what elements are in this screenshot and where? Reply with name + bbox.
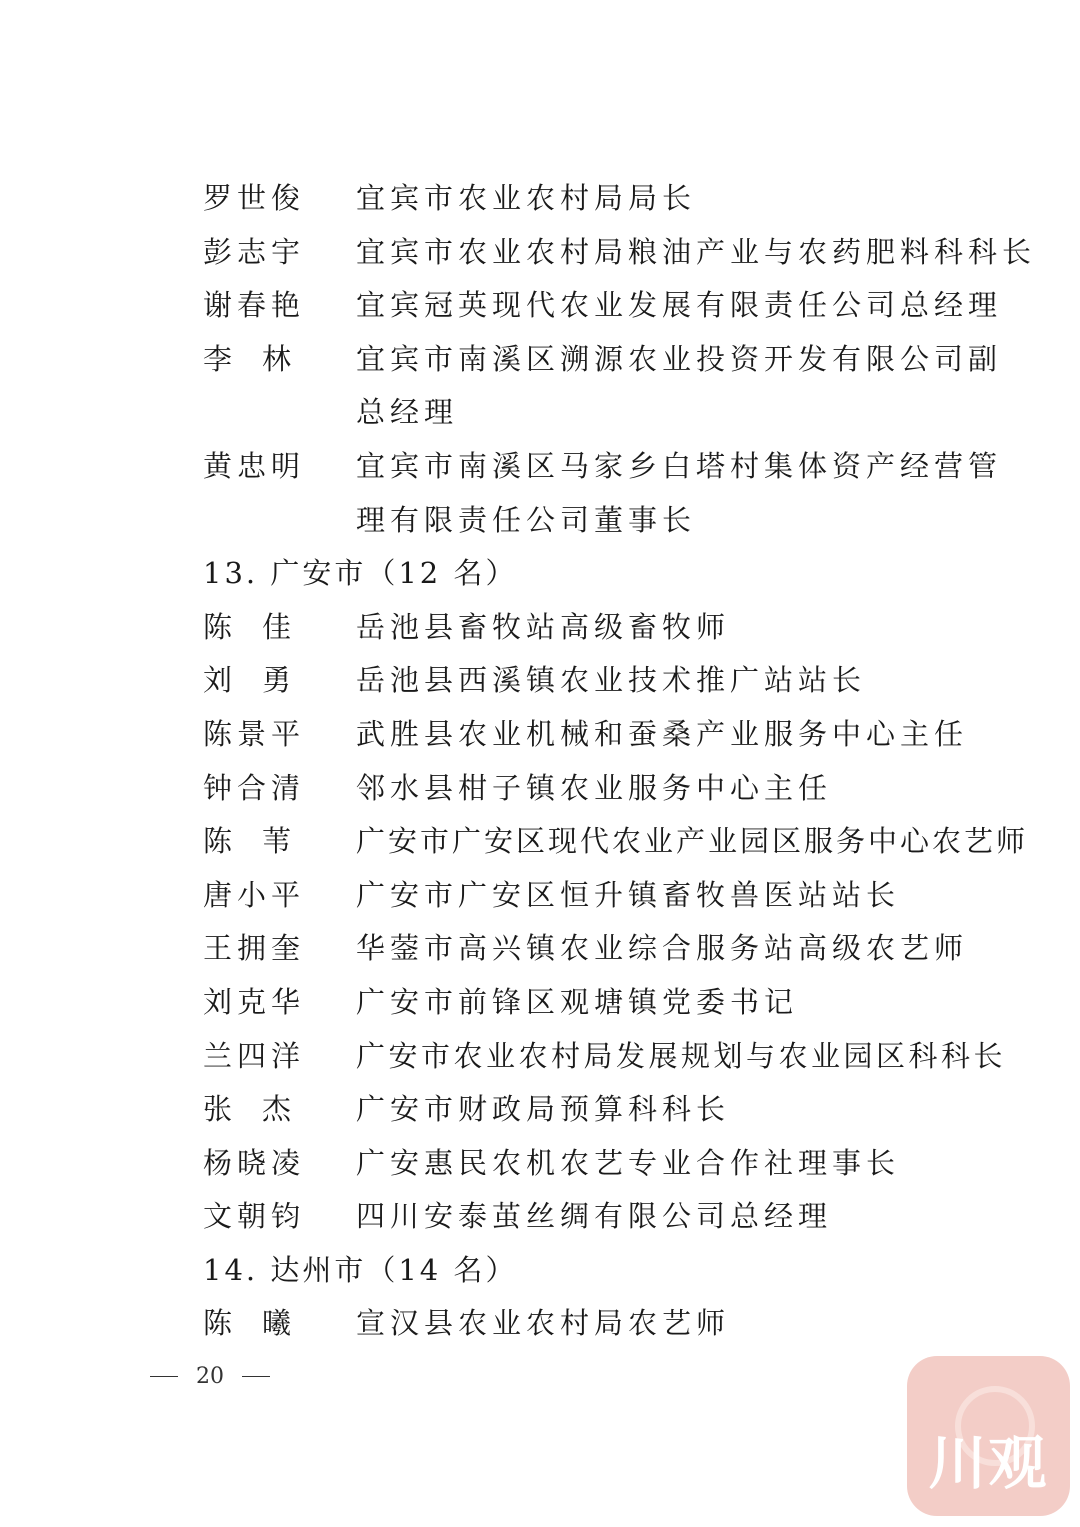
person-title: 武胜县农业机械和蚕桑产业服务中心主任 (356, 716, 969, 751)
list-item (203, 226, 1037, 280)
list-item (203, 601, 963, 655)
watermark-text: 川观 (928, 1429, 1049, 1497)
person-name: 陈景平 (203, 716, 306, 751)
person-title: 广安惠民农机农艺专业合作社理事长 (356, 1145, 901, 1180)
person-title: 宜宾市农业农村局粮油产业与农药肥料科科长 (356, 234, 1037, 269)
list-item (203, 976, 963, 1030)
page-footer (150, 1364, 270, 1389)
list-item (203, 279, 1003, 333)
person-name: 陈曦 (203, 1306, 322, 1341)
person-title: 宜宾市南溪区马家乡白塔村集体资产经营管 (356, 448, 1003, 483)
list-item-continuation (203, 386, 963, 440)
footer-dash-right (242, 1376, 270, 1378)
person-title: 宣汉县农业农村局农艺师 (356, 1306, 731, 1341)
person-title: 岳池县畜牧站高级畜牧师 (356, 609, 731, 644)
person-title: 邻水县柑子镇农业服务中心主任 (356, 770, 833, 805)
person-title: 广安市前锋区观塘镇党委书记 (356, 984, 799, 1019)
person-title: 广安市广安区恒升镇畜牧兽医站站长 (356, 877, 901, 912)
list-item (203, 1297, 963, 1351)
list-item (203, 922, 969, 976)
section-heading-text: 14. 达州市（14 名） (203, 1252, 518, 1287)
person-title: 宜宾冠英现代农业发展有限责任公司总经理 (356, 288, 1003, 323)
section-heading (203, 547, 963, 601)
list-item (203, 172, 963, 226)
list-item (203, 1190, 963, 1244)
person-name: 张杰 (203, 1092, 322, 1127)
list-item-continuation (203, 494, 963, 548)
person-name: 罗世俊 (203, 181, 306, 215)
person-title: 四川安泰茧丝绸有限公司总经理 (356, 1199, 833, 1234)
person-name: 王拥奎 (203, 931, 306, 966)
person-title: 岳池县西溪镇农业技术推广站站长 (356, 663, 867, 698)
list-item (203, 869, 963, 923)
person-name: 杨晓凌 (203, 1145, 306, 1180)
person-name: 文朝钧 (203, 1199, 306, 1234)
person-name: 谢春艳 (203, 288, 306, 323)
person-name: 陈佳 (203, 609, 322, 644)
person-name: 兰四洋 (203, 1038, 306, 1073)
footer-dash-left (150, 1376, 178, 1378)
list-item (203, 1030, 1007, 1084)
person-name: 钟合清 (203, 770, 306, 805)
list-item (203, 1083, 963, 1137)
list-item (203, 333, 1003, 387)
person-title: 广安市广安区现代农业产业园区服务中心农艺师 (356, 824, 1029, 859)
section-heading (203, 1244, 963, 1298)
person-title: 广安市财政局预算科科长 (356, 1092, 731, 1127)
person-title: 宜宾市南溪区溯源农业投资开发有限公司副 (356, 341, 1003, 376)
list-item (203, 440, 1003, 494)
person-name: 李林 (203, 341, 322, 376)
person-title: 广安市农业农村局发展规划与农业园区科科长 (356, 1038, 1007, 1073)
person-name: 黄忠明 (203, 448, 306, 483)
list-item (203, 762, 963, 816)
page-number: 20 (196, 1364, 224, 1389)
person-name: 刘克华 (203, 984, 306, 1019)
person-title-continued: 总经理 (356, 395, 459, 430)
list-item (203, 1137, 963, 1191)
name-list (203, 172, 1037, 1351)
person-name: 唐小平 (203, 877, 306, 912)
chuanguan-watermark-logo (907, 1356, 1070, 1516)
person-name: 陈苇 (203, 824, 322, 859)
person-title: 华蓥市高兴镇农业综合服务站高级农艺师 (356, 931, 969, 966)
list-item (203, 815, 1029, 869)
person-name: 彭志宇 (203, 234, 306, 269)
list-item (203, 708, 969, 762)
list-item (203, 654, 963, 708)
section-heading-text: 13. 广安市（12 名） (203, 556, 518, 591)
person-title-continued: 理有限责任公司董事长 (356, 502, 697, 537)
person-name: 刘勇 (203, 663, 322, 698)
person-title: 宜宾市农业农村局局长 (356, 181, 697, 215)
